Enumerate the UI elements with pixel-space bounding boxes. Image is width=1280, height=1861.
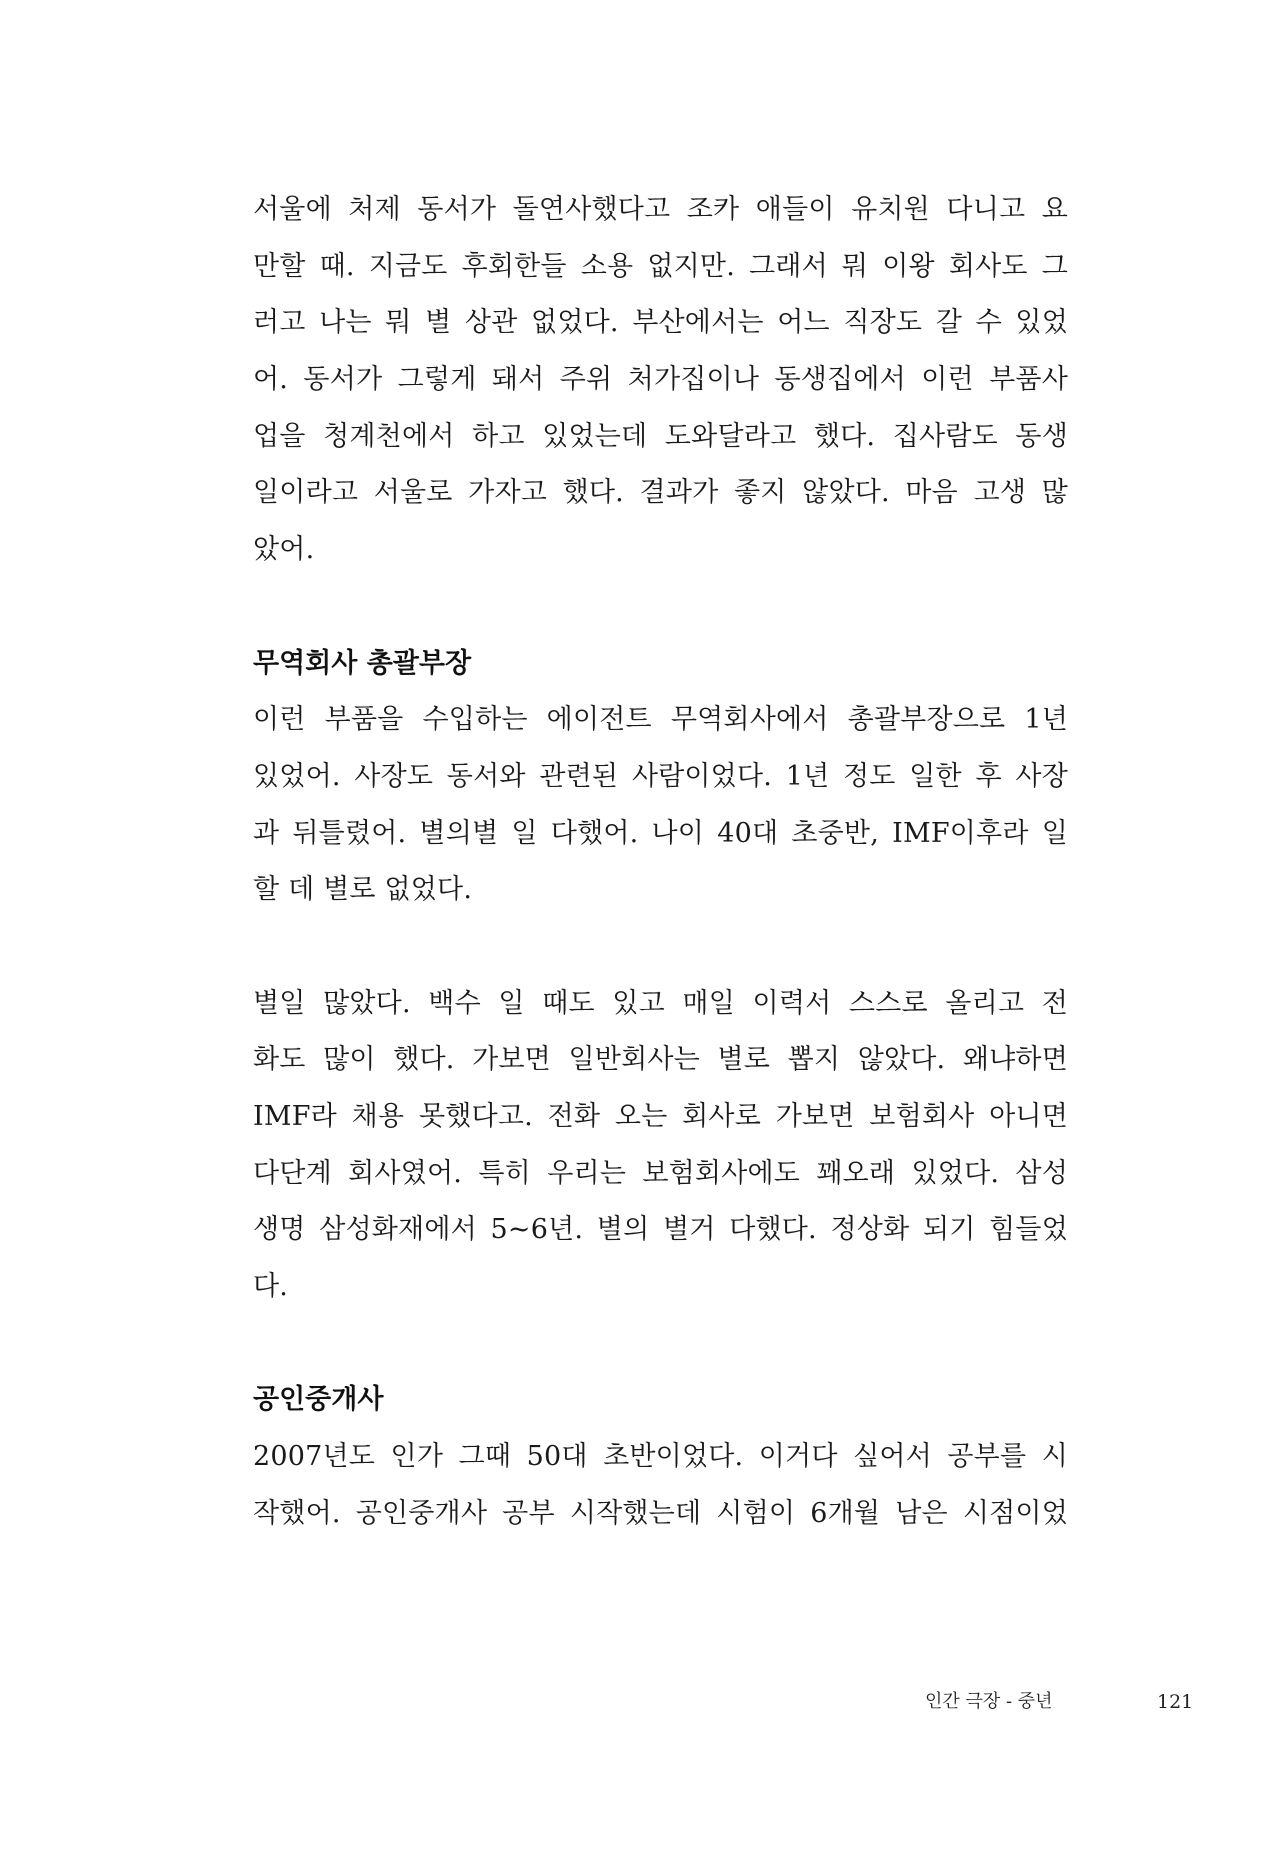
text-line: 업을 청계천에서 하고 있었는데 도와달라고 했다. 집사람도 동생 <box>253 420 1068 452</box>
page-number: 121 <box>1157 1691 1194 1713</box>
paragraph-gap <box>253 927 1068 984</box>
text-line: 별일 많았다. 백수 일 때도 있고 매일 이력서 스스로 올리고 전 <box>253 987 1068 1019</box>
text-line: IMF라 채용 못했다고. 전화 오는 회사로 가보면 보험회사 아니면 <box>253 1101 1068 1132</box>
paragraph <box>253 1437 1068 1550</box>
running-title: 인간 극장 - 중년 <box>925 1691 1053 1712</box>
text-line: 다단계 회사였어. 특히 우리는 보험회사에도 꽤오래 있었다. 삼성 <box>253 1157 1068 1189</box>
text-line: 어. 동서가 그렇게 돼서 주위 처가집이나 동생집에서 이런 부품사 <box>253 364 1068 396</box>
paragraph <box>253 190 1068 587</box>
text-line: 작했어. 공인중개사 공부 시작했는데 시험이 6개월 남은 시점이었 <box>253 1497 1068 1529</box>
paragraph <box>253 984 1068 1324</box>
text-line: 할 데 별로 없었다. <box>253 874 473 906</box>
text-line: 러고 나는 뭐 별 상관 없었다. 부산에서는 어느 직장도 갈 수 있었 <box>253 307 1068 339</box>
text-line: 서울에 처제 동서가 돌연사했다고 조카 애들이 유치원 다니고 요 <box>253 194 1068 225</box>
text-line: 2007년도 인가 그때 50대 초반이었다. 이거다 싶어서 공부를 시 <box>253 1441 1068 1473</box>
text-line: 과 뒤틀렸어. 별의별 일 다했어. 나이 40대 초중반, IMF이후라 일 <box>253 817 1068 849</box>
page-footer <box>925 1690 1194 1714</box>
section-heading: 무역회사 총괄부장 <box>253 647 472 679</box>
text-line: 이런 부품을 수입하는 에이전트 무역회사에서 총괄부장으로 1년 <box>253 704 1068 736</box>
paragraph-gap <box>253 587 1068 644</box>
text-line: 화도 많이 했다. 가보면 일반회사는 별로 뽑지 않았다. 왜냐하면 <box>253 1044 1068 1076</box>
section-heading: 공인중개사 <box>253 1384 384 1416</box>
text-line: 았어. <box>253 534 315 566</box>
body-text <box>253 190 1068 1551</box>
text-line: 있었어. 사장도 동서와 관련된 사람이었다. 1년 정도 일한 후 사장 <box>253 760 1068 792</box>
paragraph <box>253 700 1068 927</box>
paragraph-gap <box>253 1324 1068 1381</box>
text-line: 일이라고 서울로 가자고 했다. 결과가 좋지 않았다. 마음 고생 많 <box>253 477 1068 509</box>
text-line: 생명 삼성화재에서 5~6년. 별의 별거 다했다. 정상화 되기 힘들었 <box>253 1214 1068 1246</box>
text-line: 만할 때. 지금도 후회한들 소용 없지만. 그래서 뭐 이왕 회사도 그 <box>253 250 1068 282</box>
text-line: 다. <box>253 1271 289 1303</box>
